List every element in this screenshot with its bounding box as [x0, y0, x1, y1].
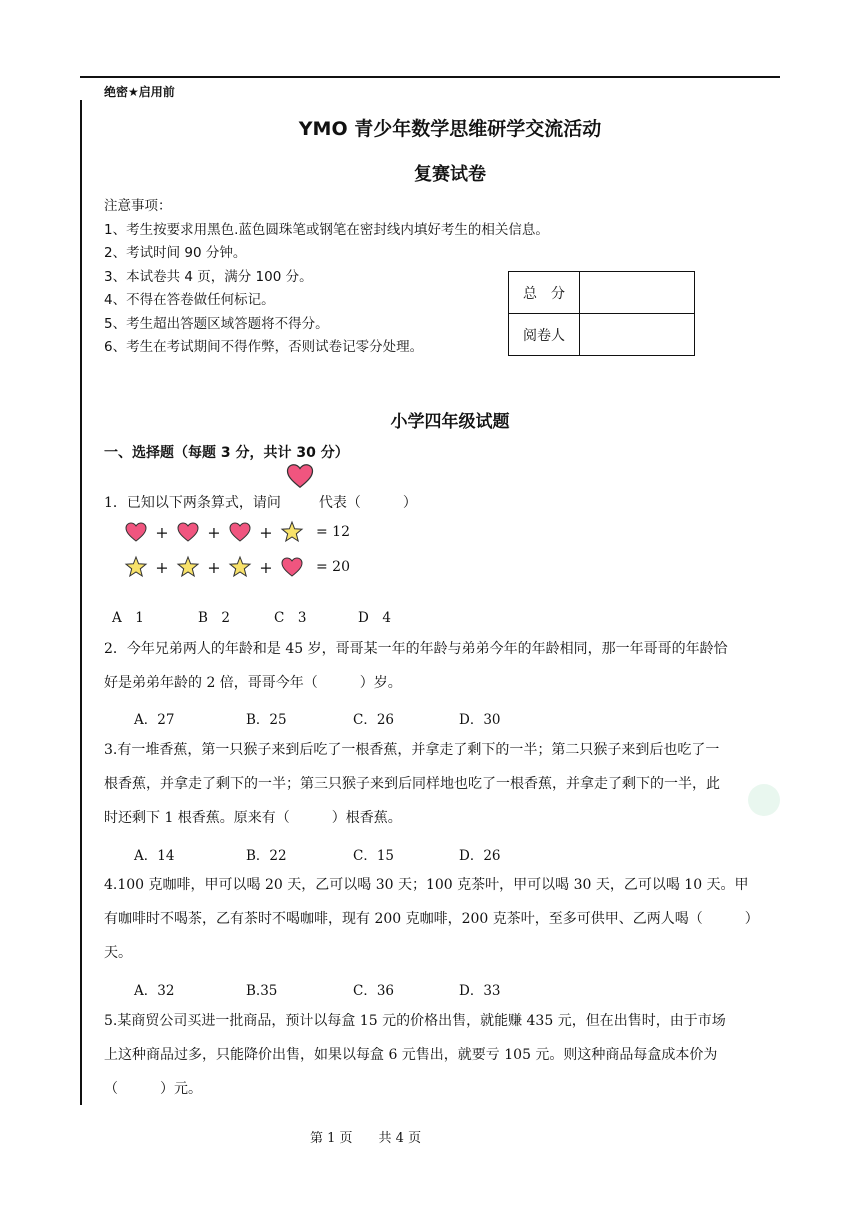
total-score-field: [580, 272, 695, 314]
question-2-line: 2．今年兄弟两人的年龄和是 45 岁，哥哥某一年的年龄与弟弟今年的年龄相同，那一年哥哥的年龄恰: [104, 641, 728, 657]
option-a: A 1: [112, 610, 144, 626]
notes-block: [104, 195, 549, 360]
total-score-label: 总 分: [509, 272, 580, 314]
option-d: D．30: [459, 712, 501, 728]
question-4-line: 有咖啡时不喝茶，乙有茶时不喝咖啡，现有 200 克咖啡，200 克茶叶，至多可供甲、乙两人喝（ ）: [104, 911, 759, 927]
question-3: [104, 733, 720, 835]
equation-2-result: = 20: [316, 559, 350, 575]
question-3-line: 根香蕉，并拿走了剩下的一半；第三只猴子来到后同样地也吃了一根香蕉，并拿走了剩下的一半，此: [104, 776, 720, 792]
star-icon: [228, 555, 252, 579]
equation-1-result: = 12: [316, 524, 350, 540]
question-1-prefix: 1．已知以下两条算式，请问: [104, 495, 281, 511]
question-4-line: 天。: [104, 945, 132, 961]
scan-smudge: [748, 784, 780, 816]
page-total: 共 4 页: [378, 1131, 422, 1146]
note-item: 3、本试卷共 4 页，满分 100 分。: [104, 268, 313, 285]
option-a: A．14: [134, 848, 175, 864]
page-footer: [310, 1127, 447, 1146]
option-b: B．22: [246, 848, 287, 864]
question-1-suffix: 代表（ ）: [318, 495, 417, 511]
grade-title: 小学四年级试题: [390, 412, 510, 432]
option-c: C．26: [353, 712, 395, 728]
exam-title: YMO 青少年数学思维研学交流活动: [298, 118, 602, 140]
section-heading: 一、选择题（每题 3 分，共计 30 分）: [104, 445, 349, 461]
star-icon: [176, 555, 200, 579]
note-item: 5、考生超出答题区域答题将不得分。: [104, 315, 329, 332]
heart-icon: [228, 520, 252, 544]
option-b: B．25: [246, 712, 287, 728]
note-item: 6、考生在考试期间不得作弊，否则试卷记零分处理。: [104, 339, 424, 355]
exam-subtitle: 复赛试卷: [414, 164, 486, 185]
heart-icon: [176, 520, 200, 544]
equation-1: + + + = 12: [124, 520, 350, 544]
reviewer-label: 阅卷人: [509, 314, 580, 356]
option-a: A．27: [134, 712, 175, 728]
question-4: [104, 868, 759, 970]
note-item: 2、考试时间 90 分钟。: [104, 245, 247, 261]
option-b: B 2: [198, 610, 231, 626]
question-3-line: 时还剩下 1 根香蕉。原来有（ ）根香蕉。: [104, 810, 402, 826]
reviewer-field: [580, 314, 695, 356]
option-d: D．26: [459, 848, 501, 864]
question-5-line: 上这种商品过多，只能降价出售，如果以每盒 6 元售出，就要亏 105 元。则这种商品每盒成本价为: [104, 1047, 718, 1063]
notes-heading: 注意事项：: [104, 198, 172, 214]
note-item: 1、考生按要求用黑色.蓝色圆珠笔或钢笔在密封线内填好考生的相关信息。: [104, 221, 549, 238]
option-c: C．15: [353, 848, 395, 864]
heart-icon: [124, 520, 148, 544]
question-5-line: （ ）元。: [104, 1081, 202, 1097]
option-c: C 3: [274, 610, 307, 626]
question-2-line: 好是弟弟年龄的 2 倍，哥哥今年（ ）岁。: [104, 675, 402, 691]
heart-icon: [285, 461, 315, 491]
binding-line: [80, 100, 82, 1105]
question-3-line: 3.有一堆香蕉，第一只猴子来到后吃了一根香蕉，并拿走了剩下的一半；第二只猴子来到后也吃了一: [104, 742, 720, 758]
question-4-line: 4.100 克咖啡，甲可以喝 20 天，乙可以喝 30 天；100 克茶叶，甲可以喝 30 天，乙可以喝 10 天。甲: [104, 877, 749, 893]
question-5: [104, 1004, 726, 1106]
question-1: [104, 477, 417, 520]
top-rule: [80, 76, 780, 78]
page-number: 第 1 页: [310, 1131, 353, 1146]
star-icon: [280, 520, 304, 544]
question-3-options: [134, 844, 501, 864]
option-a: A．32: [134, 983, 175, 999]
option-b: B.35: [246, 983, 278, 999]
question-2-options: [134, 708, 501, 728]
question-4-options: [134, 979, 501, 999]
score-table: [508, 271, 695, 356]
star-icon: [124, 555, 148, 579]
question-2: [104, 632, 728, 700]
equation-2: + + + = 20: [124, 555, 350, 579]
question-1-options: [112, 606, 391, 626]
confidential-mark: 绝密★启用前: [104, 85, 175, 99]
heart-icon: [280, 555, 304, 579]
option-d: D．33: [459, 983, 501, 999]
option-d: D 4: [358, 610, 391, 626]
option-c: C．36: [353, 983, 395, 999]
question-5-line: 5.某商贸公司买进一批商品，预计以每盒 15 元的价格出售，就能赚 435 元，但在出售时，由于市场: [104, 1013, 726, 1029]
note-item: 4、不得在答卷做任何标记。: [104, 292, 275, 308]
